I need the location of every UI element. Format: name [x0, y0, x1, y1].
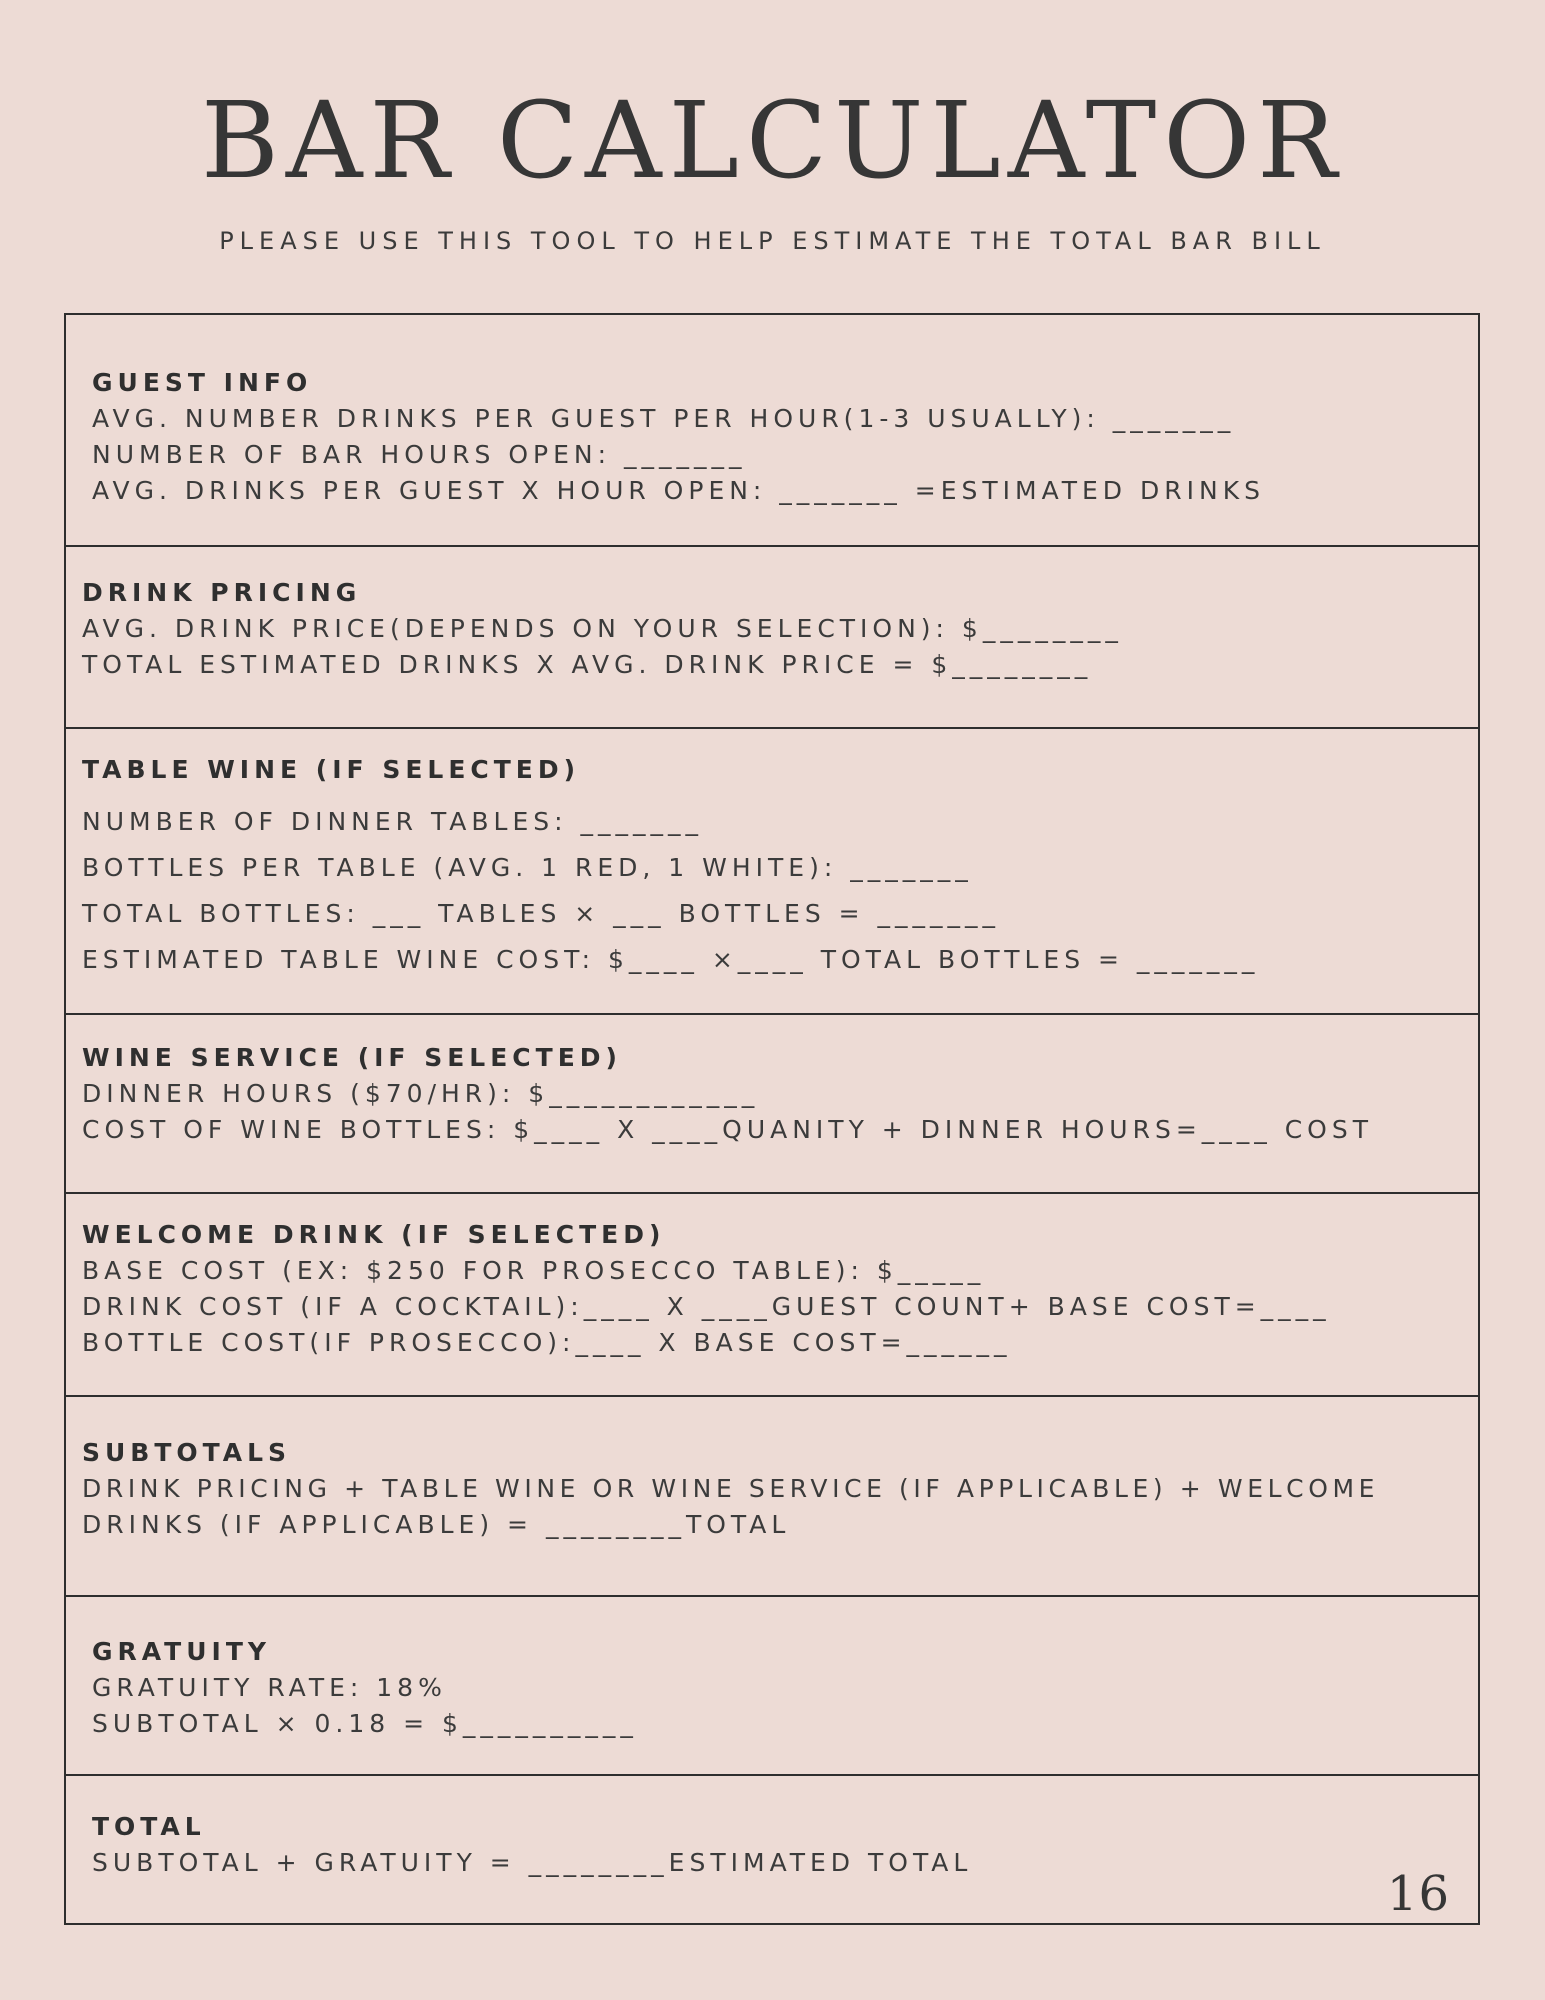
section-guest-info — [66, 315, 1478, 545]
total-drink-price-line: TOTAL ESTIMATED DRINKS X AVG. DRINK PRICE = $________ — [82, 650, 1093, 679]
dinner-hours-line: DINNER HOURS ($70/HR): $____________ — [82, 1079, 760, 1108]
wine-bottles-cost-line: COST OF WINE BOTTLES: $____ X ____QUANITY + DINNER HOURS=____ COST — [82, 1115, 1373, 1144]
page-title: BAR CALCULATOR — [201, 79, 1344, 202]
subtotals-line-1: DRINK PRICING + TABLE WINE OR WINE SERVICE (IF APPLICABLE) + WELCOME — [82, 1474, 1380, 1503]
guest-drinks-per-hour-line: AVG. NUMBER DRINKS PER GUEST PER HOUR(1-3 USUALLY): _______ — [92, 404, 1236, 433]
gratuity-calc-line: SUBTOTAL × 0.18 = $__________ — [92, 1709, 638, 1738]
section-gratuity — [66, 1595, 1478, 1774]
section-title: GUEST INFO — [92, 368, 313, 397]
calculator-table — [64, 313, 1480, 1925]
section-title: DRINK PRICING — [82, 578, 362, 607]
section-wine-service — [66, 1013, 1478, 1192]
subtotals-line-2: DRINKS (IF APPLICABLE) = ________TOTAL — [82, 1510, 791, 1539]
gratuity-rate-line: GRATUITY RATE: 18% — [92, 1673, 447, 1702]
total-bottles-line: TOTAL BOTTLES: ___ TABLES × ___ BOTTLES = _______ — [82, 899, 1001, 928]
section-title: WELCOME DRINK (IF SELECTED) — [82, 1220, 666, 1249]
section-title: SUBTOTALS — [82, 1438, 292, 1467]
base-cost-line: BASE COST (EX: $250 FOR PROSECCO TABLE): $_____ — [82, 1256, 986, 1285]
section-title: TOTAL — [92, 1812, 206, 1841]
section-total — [66, 1774, 1478, 1925]
estimated-drinks-line: AVG. DRINKS PER GUEST X HOUR OPEN: _______ =ESTIMATED DRINKS — [92, 476, 1265, 505]
section-title: WINE SERVICE (IF SELECTED) — [82, 1043, 622, 1072]
bar-hours-open-line: NUMBER OF BAR HOURS OPEN: _______ — [92, 440, 747, 469]
section-table-wine — [66, 727, 1478, 1013]
bottle-cost-line: BOTTLE COST(IF PROSECCO):____ X BASE COST=______ — [82, 1328, 1012, 1357]
section-drink-pricing — [66, 545, 1478, 727]
page-subtitle: PLEASE USE THIS TOOL TO HELP ESTIMATE THE TOTAL BAR BILL — [219, 227, 1326, 255]
section-title: GRATUITY — [92, 1637, 271, 1666]
estimated-total-line: SUBTOTAL + GRATUITY = ________ESTIMATED TOTAL — [92, 1848, 973, 1877]
section-title: TABLE WINE (IF SELECTED) — [82, 755, 581, 784]
page-number: 16 — [1386, 1866, 1450, 1922]
bottles-per-table-line: BOTTLES PER TABLE (AVG. 1 RED, 1 WHITE): _______ — [82, 853, 973, 882]
avg-drink-price-line: AVG. DRINK PRICE(DEPENDS ON YOUR SELECTION): $________ — [82, 614, 1123, 643]
table-wine-cost-line: ESTIMATED TABLE WINE COST: $____ ×____ TOTAL BOTTLES = _______ — [82, 945, 1260, 974]
dinner-tables-line: NUMBER OF DINNER TABLES: _______ — [82, 807, 704, 836]
drink-cost-line: DRINK COST (IF A COCKTAIL):____ X ____GUEST COUNT+ BASE COST=____ — [82, 1292, 1331, 1321]
section-welcome-drink — [66, 1192, 1478, 1395]
section-subtotals — [66, 1395, 1478, 1595]
